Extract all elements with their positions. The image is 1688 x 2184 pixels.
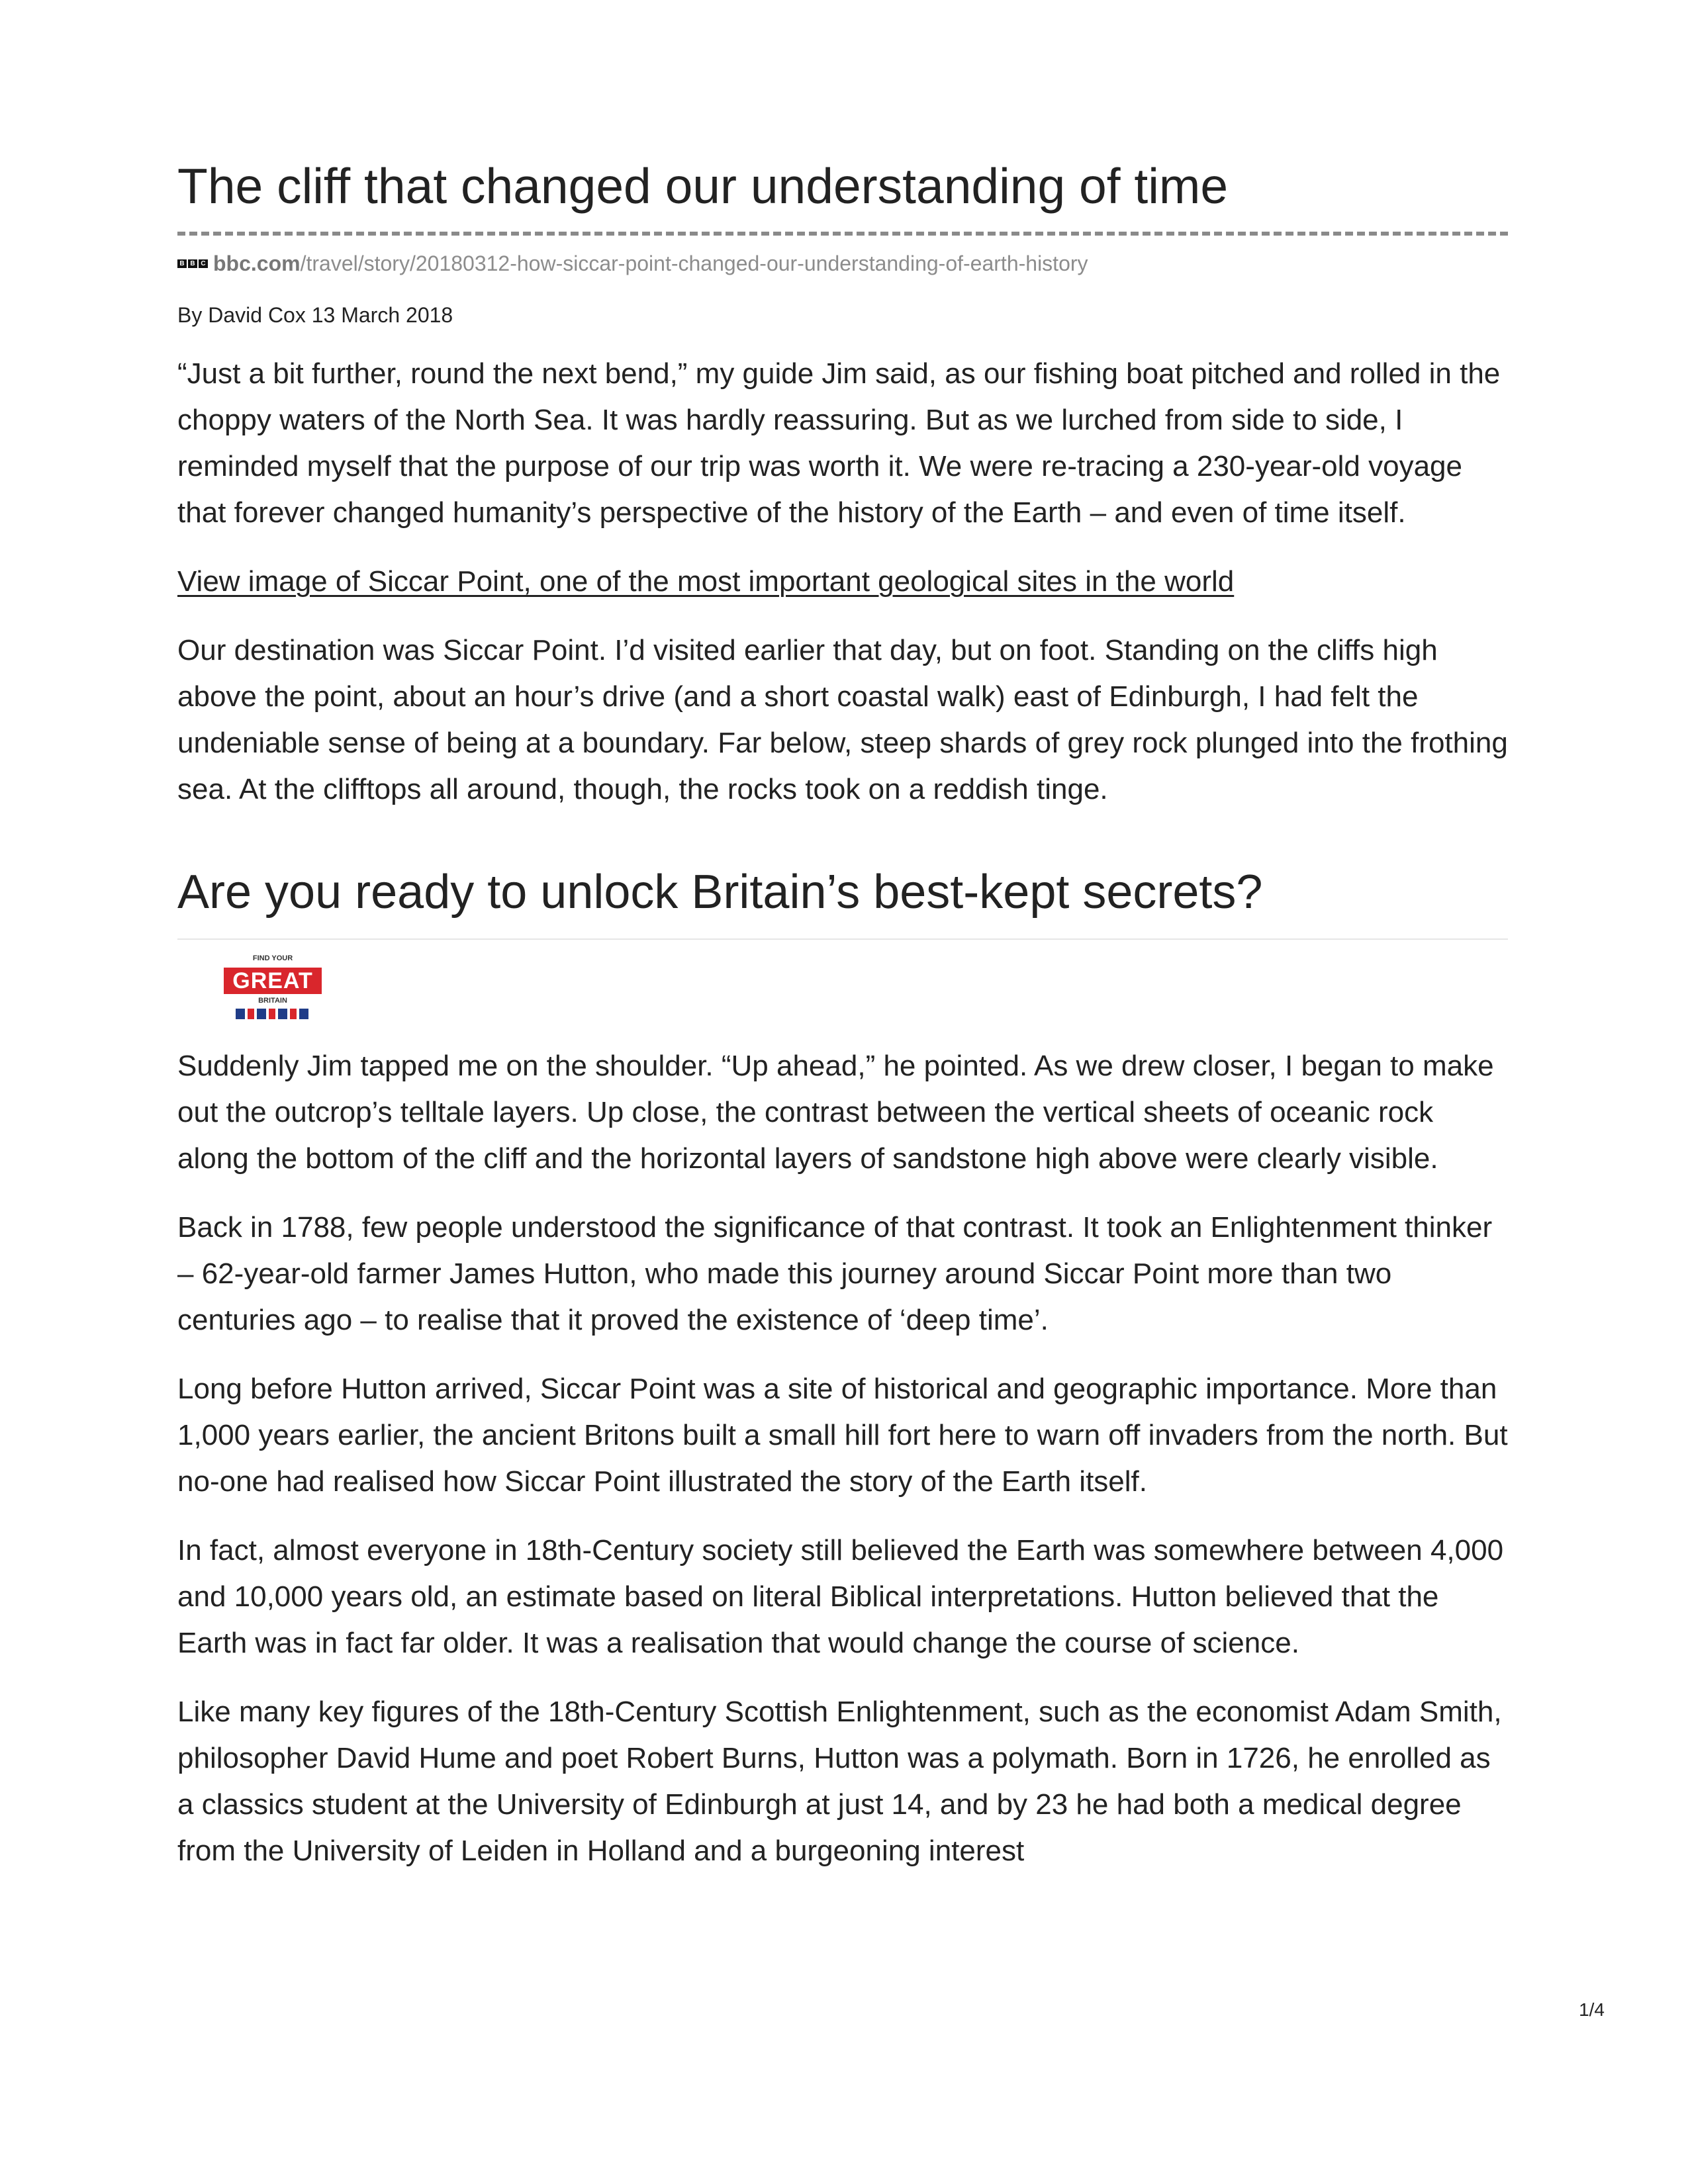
logo-main-text: GREAT: [224, 968, 322, 994]
page-number: 1/4: [1579, 1999, 1605, 2020]
paragraph: Our destination was Siccar Point. I’d visited earlier that day, but on foot. Standing on the cliffs high above the point, about an hour’s drive (and a short coastal walk) east of Edinburgh, I had felt the undeniable sense of being at a boundary. Far below, steep shards of grey rock plunged into the frothing sea. At the clifftops all around, though, the rocks took on a reddish tinge.: [177, 634, 1508, 805]
paragraph: Suddenly Jim tapped me on the shoulder. “Up ahead,” he pointed. As we drew closer, I began to make out the outcrop’s telltale layers. Up close, the contrast between the vertical sheets of oceanic rock along the bottom of the cliff and the horizontal layers of sandstone high above were clearly visible.: [177, 1050, 1494, 1175]
byline: By David Cox 13 March 2018: [177, 303, 453, 327]
heading-divider: [177, 938, 1508, 940]
union-flag-icon: [236, 1009, 310, 1019]
paragraph: “Just a bit further, round the next bend,” my guide Jim said, as our fishing boat pitched and rolled in the choppy waters of the North Sea. It was hardly reassuring. But as we lurched from side to side, I reminded myself that the purpose of our trip was worth it. We were re-tracing a 230-year-old voyage that forever changed humanity’s perspective of the history of the Earth – and even of time itself.: [177, 357, 1501, 529]
bbc-logo-icon: B B C: [177, 259, 208, 268]
logo-bottom-text: BRITAIN: [258, 997, 287, 1005]
paragraph: Long before Hutton arrived, Siccar Point was a site of historical and geographic importance. More than 1,000 years earlier, the ancient Britons built a small hill fort here to warn off invaders from the north. But no-one had realised how Siccar Point illustrated the story of the Earth itself.: [177, 1373, 1508, 1498]
paragraph: Back in 1788, few people understood the significance of that contrast. It took an Enlightenment thinker – 62-year-old farmer James Hutton, who made this journey around Siccar Point more than two centuries ago – to realise that it proved the existence of ‘deep time’.: [177, 1211, 1493, 1336]
view-image-link[interactable]: View image of Siccar Point, one of the most important geological sites in the world: [177, 565, 1235, 598]
paragraph: Like many key figures of the 18th-Century Scottish Enlightenment, such as the economist Adam Smith, philosopher David Hume and poet Robert Burns, Hutton was a polymath. Born in 1726, he enrolled as a classics student at the University of Edinburgh at just 14, and by 23 he had both a medical degree from the University of Leiden in Holland and a burgeoning interest: [177, 1696, 1502, 1867]
great-britain-logo[interactable]: [220, 954, 326, 1021]
promo-heading: Are you ready to unlock Britain’s best-kept secrets?: [177, 866, 1263, 919]
title-divider: [177, 232, 1508, 236]
source-path: /travel/story/20180312-how-siccar-point-changed-our-understanding-of-earth-history: [300, 251, 1088, 275]
article-title: The cliff that changed our understanding of time: [177, 158, 1229, 214]
article-page: [177, 151, 1508, 1874]
source-domain: bbc.com: [213, 251, 301, 275]
logo-top-text: FIND YOUR: [252, 954, 293, 962]
paragraph: In fact, almost everyone in 18th-Century society still believed the Earth was somewhere between 4,000 and 10,000 years old, an estimate based on literal Biblical interpretations. Hutton believed that the Earth was in fact far older. It was a realisation that would change the course of science.: [177, 1534, 1504, 1659]
source-url[interactable]: [177, 250, 1508, 277]
